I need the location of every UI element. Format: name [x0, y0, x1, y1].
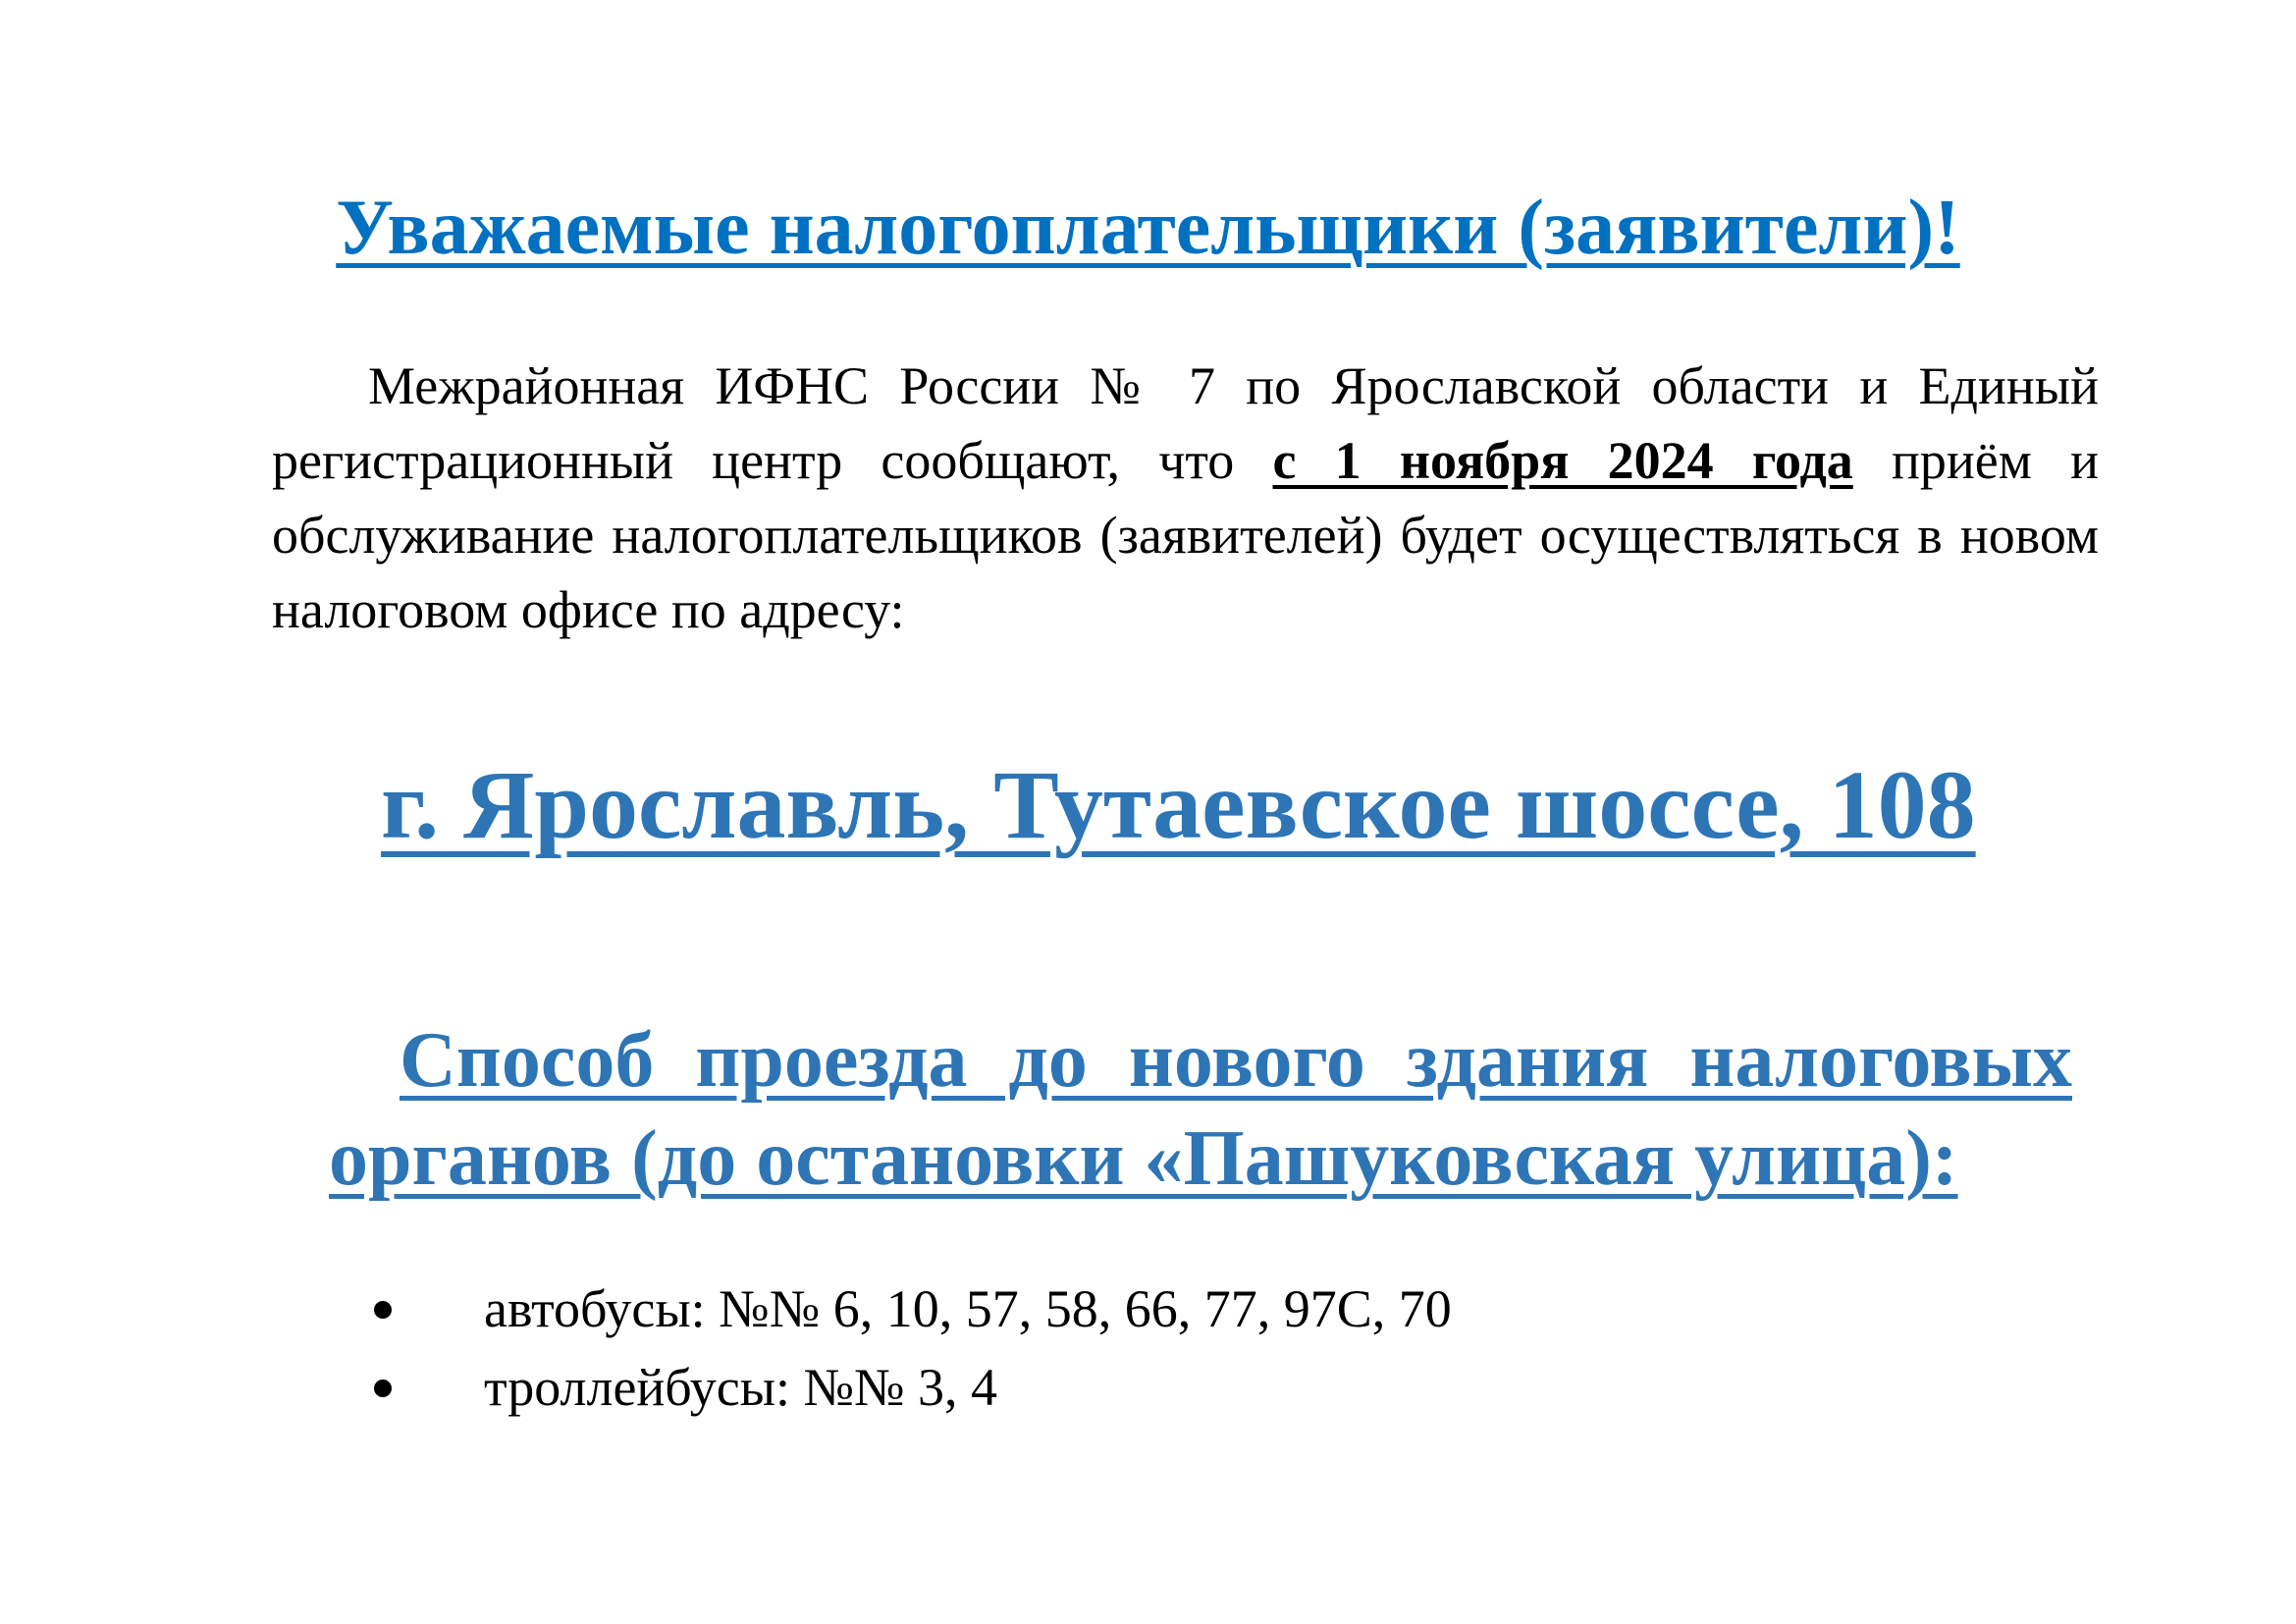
bullet-icon [374, 1380, 392, 1397]
trolleybuses-text: троллейбусы: №№ 3, 4 [484, 1358, 998, 1417]
office-address: г. Ярославль, Тутаевское шоссе, 108 [381, 750, 1976, 859]
buses-text: автобусы: №№ 6, 10, 57, 58, 66, 77, 97С, 70 [484, 1279, 1452, 1338]
announcement-text-start: Межрайонная ИФНС России № 7 по Ярославской области и Единый регистрационный центр сообщают, что [272, 356, 2099, 490]
bullet-icon [374, 1301, 392, 1319]
effective-date: с 1 ноября 2024 года [1272, 431, 1853, 490]
route-heading [329, 1011, 2072, 1208]
page-title: Уважаемые налогоплательщики (заявители)! [336, 185, 1960, 271]
announcement-text-end: приём и обслуживание налогоплательщиков (заявителей) будет осуществляться в новом налоговом офисе по адресу: [272, 431, 2099, 639]
route-heading-text: Способ проезда до нового здания налоговых органов (до остановки «Пашуковская улица): [329, 1017, 2072, 1202]
announcement-paragraph [272, 349, 2099, 647]
